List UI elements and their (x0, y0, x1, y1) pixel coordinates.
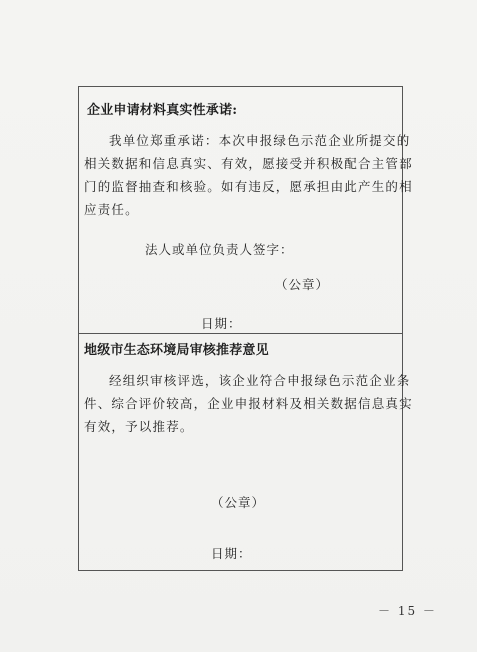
section1-line-2: 相关数据和信息真实、有效，愿接受并积极配合主管部 (84, 156, 413, 171)
page-number: － 15 － (378, 604, 437, 618)
section1-line-3: 门的监督抽查和核验。如有违反，愿承担由此产生的相 (84, 179, 413, 194)
section2-heading: 地级市生态环境局审核推荐意见 (84, 343, 269, 358)
signature-label: 法人或单位负责人签字： (145, 242, 294, 257)
section1-date-label: 日期： (201, 316, 242, 331)
section2-line-1: 经组织审核评选，该企业符合申报绿色示范企业条 (109, 373, 411, 388)
section1-heading: 企业申请材料真实性承诺: (87, 103, 238, 118)
section2-line-2: 件、综合评价较高，企业申报材料及相关数据信息真实 (84, 396, 413, 411)
section1-seal-label: （公章） (275, 277, 330, 292)
section2-seal-label: （公章） (211, 495, 266, 510)
section-divider (79, 333, 402, 334)
section2-line-3: 有效，予以推荐。 (84, 419, 194, 434)
section1-line-1: 我单位郑重承诺：本次申报绿色示范企业所提交的 (109, 133, 411, 148)
section1-line-4: 应责任。 (84, 202, 139, 217)
section2-date-label: 日期： (211, 546, 252, 561)
declaration-table (78, 86, 413, 571)
